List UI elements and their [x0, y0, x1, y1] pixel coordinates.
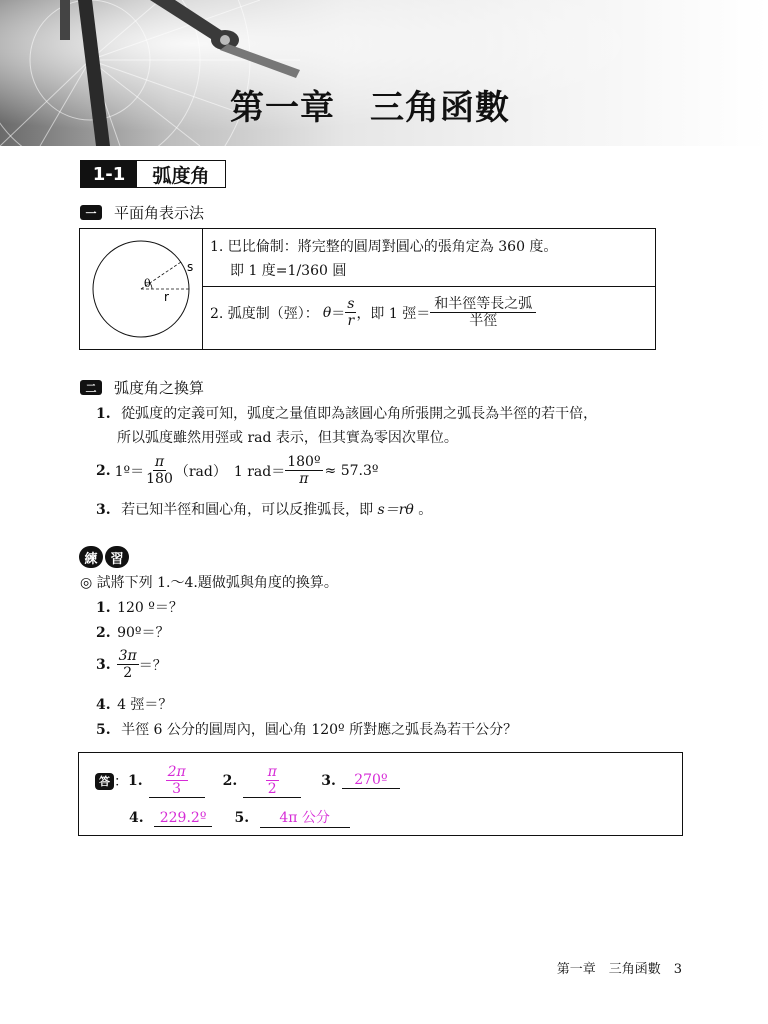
question-4-text: 4 弳＝？: [117, 697, 173, 713]
fraction-denominator: π: [299, 471, 309, 488]
answer-mark: 答: [95, 773, 114, 790]
question-2: [96, 622, 169, 642]
answer-3-blank: 270º: [342, 772, 400, 789]
radian-theta: θ: [322, 304, 332, 321]
question-1: [96, 597, 183, 617]
pi-over-180-fraction: [144, 454, 175, 487]
question-3-tail: ＝？: [138, 657, 167, 674]
part1-heading: [80, 202, 204, 223]
fraction-numerator: 3π: [118, 648, 137, 664]
answer-5-label: 5.: [234, 810, 250, 826]
degree-to-radian-text: 1º＝: [114, 463, 145, 480]
answer-5-blank: 4π 公分: [260, 807, 350, 828]
arc-s-label: s: [187, 260, 194, 274]
practice-mark-2: 習: [105, 546, 129, 568]
fraction-numerator: π: [154, 454, 165, 470]
circle-diagram-icon: [80, 229, 202, 349]
fraction-numerator: 180º: [287, 454, 321, 470]
arc-length-end: 。: [418, 502, 433, 518]
chapter-title: 第一章 三角函數: [230, 88, 510, 128]
fraction-denominator: 2: [123, 665, 133, 682]
part1-heading-text: 平面角表示法: [114, 204, 205, 222]
section-badge: [80, 160, 226, 188]
question-5-text: 半徑 6 公分的圓周內，圓心角 120º 所對應之弧長為若干公分？: [121, 722, 518, 738]
answer-2-label: 2.: [222, 773, 238, 790]
fraction-numerator: 2π: [167, 764, 186, 780]
item-number: 3.: [96, 502, 111, 518]
fraction-numerator: 和半徑等長之弧: [430, 296, 536, 313]
radian-equals: ＝: [331, 305, 346, 322]
question-2-text: 90º＝？: [117, 625, 170, 641]
arc-length-formula: s＝rθ: [377, 502, 414, 518]
radian-to-degree-text: （rad） 1 rad＝: [174, 463, 286, 480]
practice-heading: [79, 546, 129, 568]
definition-row-radian: [202, 287, 655, 349]
conversion-item-3: [96, 499, 432, 519]
question-1-text: 120 º＝？: [117, 600, 183, 616]
answer-4-label: 4.: [129, 810, 144, 826]
answer-1-label: 1.: [128, 773, 143, 790]
fraction-denominator: 180: [146, 471, 173, 488]
item-number: 1.: [96, 406, 111, 422]
fraction-denominator: 3: [172, 781, 182, 798]
question-3: [96, 648, 167, 681]
question-4: [96, 694, 172, 714]
theta-label: θ: [144, 277, 151, 290]
fraction-denominator: 半徑: [469, 313, 498, 330]
item-number: 2.: [96, 462, 111, 479]
page-footer: 第一章 三角函數 3: [556, 962, 682, 977]
part2-mark: 二: [80, 380, 102, 395]
chapter-header: [0, 0, 768, 146]
item-number: 1.: [96, 600, 111, 616]
radius-r-label: r: [164, 290, 169, 304]
fraction-numerator: s: [347, 296, 355, 312]
definition-table: [79, 228, 656, 350]
part2-heading: [80, 377, 204, 398]
item-number: 5.: [96, 722, 111, 738]
circle-diagram-cell: [80, 229, 203, 349]
degree-definition: 1. 巴比倫制：將完整的圓周對圓心的張角定為 360 度。: [210, 239, 558, 255]
conversion-item-1: [96, 403, 597, 423]
fraction-denominator: 2: [267, 781, 277, 798]
answer-box: [78, 752, 683, 836]
conversion-item-1-line1: 從弧度的定義可知，弧度之量值即為該圓心角所張開之弧長為半徑的若干倍，: [121, 406, 598, 422]
approx-value: ≈ 57.3º: [324, 462, 379, 479]
answer-row-2: [129, 807, 350, 828]
section-number: 1-1: [81, 161, 137, 187]
180-over-pi-fraction: [285, 454, 322, 487]
fraction-numerator: π: [267, 764, 277, 780]
item-number: 2.: [96, 625, 111, 641]
conversion-item-1-line2: 所以弧度雖然用弳或 rad 表示，但其實為零因次單位。: [117, 430, 458, 446]
item-number: 3.: [96, 656, 111, 673]
practice-intro: ◎ 試將下列 1.～4.題做弧與角度的換算。: [80, 575, 338, 591]
section-name: 弧度角: [152, 164, 210, 187]
answer-4-blank: 229.2º: [154, 810, 212, 827]
answer-1-fraction: [166, 764, 188, 797]
three-pi-over-two-fraction: [117, 648, 139, 681]
answer-colon: ：: [114, 774, 128, 791]
part1-mark: 一: [80, 205, 102, 220]
radian-definition-prefix: 2. 弧度制（弳）：: [210, 305, 319, 322]
arc-length-text: 若已知半徑和圓心角，可以反推弧長，即: [121, 502, 374, 518]
s-over-r-fraction: [345, 296, 356, 329]
answer-1-blank: [149, 764, 205, 798]
question-5: [96, 719, 517, 739]
answer-row-1: [95, 764, 400, 798]
radian-definition-mid: ，即 1 弳＝: [356, 305, 431, 322]
degree-definition-detail: 即 1 度=1/360 圓: [230, 263, 347, 279]
item-number: 4.: [96, 697, 111, 713]
answer-2-fraction: [266, 764, 279, 797]
radian-word-fraction: [430, 296, 536, 329]
conversion-item-2: [96, 454, 378, 487]
practice-mark-1: 練: [79, 546, 103, 568]
answer-2-blank: [243, 764, 301, 798]
part2-heading-text: 弧度角之換算: [114, 379, 205, 397]
fraction-denominator: r: [347, 313, 355, 330]
answer-3-label: 3.: [321, 773, 336, 790]
definition-row-degree: [202, 229, 655, 287]
